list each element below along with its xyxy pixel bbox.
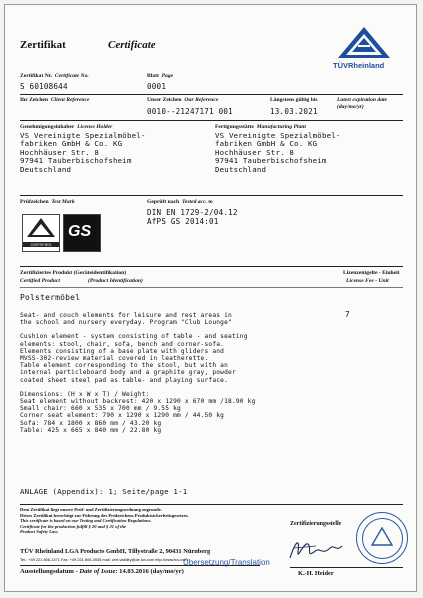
divider — [20, 94, 403, 95]
holder-line: fabriken GmbH & Co. KG — [20, 139, 123, 149]
holder-address — [20, 132, 146, 174]
cert-no-label-en: Certificate No. — [54, 73, 89, 79]
plant-line: fabriken GmbH & Co. KG — [215, 139, 318, 149]
desc-line: Elements consisting of a base plate with gliders and — [20, 347, 225, 355]
tuv-mark-triangle-icon — [23, 215, 59, 241]
note-line: Dieses Zertifikat berechtigt zur Führung des Prüfzeichens Produktsicherheitsgesetzes. — [20, 512, 189, 518]
expiry-label-de: Längstens gültig bis — [270, 97, 318, 103]
gs-mark — [63, 214, 101, 252]
product-name: Polstermöbel — [20, 293, 81, 302]
issue-label-de: Ausstellungsdatum — [20, 568, 74, 575]
tested-line: DIN EN 1729-2/04.12 — [147, 208, 238, 217]
tuv-certified-mark — [22, 214, 60, 252]
tested-label-de: Geprüft nach — [147, 199, 180, 205]
holder-label-de: Genehmigungsinhaber — [20, 124, 75, 130]
seal-triangle-icon — [371, 527, 393, 547]
desc-line: Seat- and couch elements for leisure and rest areas in — [20, 312, 232, 319]
note-line: Dem Zertifikat liegt unsere Prüf- und Zertifizierungsordnung zugrunde. — [20, 507, 162, 512]
expiry-label-en: Latest expiration date — [337, 97, 388, 103]
desc-line: Dimensions: (H x W x T) / Weight: — [20, 390, 150, 398]
tuv-company-line: TÜV Rheinland LGA Products GmbH, Tillystraße 2, 90431 Nürnberg — [20, 548, 211, 555]
signatory-name: K.-H. Heider — [298, 570, 334, 577]
desc-line: elements: stool, chair, sofa, bench and corner-sofa. — [20, 340, 225, 348]
page-value: 0001 — [147, 82, 167, 91]
plant-label-en: Manufacturing Plant — [256, 124, 306, 130]
footer-notes — [20, 507, 189, 535]
plant-line: 97941 Tauberbischofsheim — [215, 156, 327, 166]
expiry-value: 13.03.2021 — [270, 107, 318, 116]
holder-line: Hochhäuser Str. 8 — [20, 147, 100, 157]
tuv-triangle-icon — [336, 26, 392, 60]
gs-mark-text: GS — [68, 223, 92, 240]
desc-line: coated sheet steel pad as table- and playing surface. — [20, 376, 229, 384]
divider — [290, 567, 403, 568]
desc-line: Cushion element - system consisting of table - and seating — [20, 333, 248, 341]
divider — [20, 120, 403, 121]
issue-value: 14.03.2016 (day/mo/yr) — [119, 568, 184, 575]
translation-stamp: Übersetzung/Translation — [183, 558, 270, 567]
product-label-en-a: Certified Product — [20, 278, 60, 284]
holder-label-en: License Holder — [77, 124, 113, 130]
cert-no-value: S 60108644 — [20, 82, 68, 91]
expiry-sub: (day/mo/yr) — [337, 104, 364, 110]
divider — [20, 287, 403, 288]
tested-line: AfPS GS 2014:01 — [147, 217, 219, 226]
page-label-de: Blatt — [147, 73, 159, 79]
test-mark-label-en: Test Mark — [51, 199, 75, 205]
plant-line: Deutschland — [215, 164, 267, 174]
holder-line: VS Vereinigte Spezialmöbel- — [20, 131, 146, 140]
desc-line: MVSS-302-review material covered in leatherette. — [20, 355, 209, 363]
note-line: Product Safety Law. — [20, 529, 59, 535]
plant-label-de: Fertigungsstätte — [215, 124, 254, 130]
divider — [20, 266, 403, 267]
our-ref-label-en: Our Reference — [184, 97, 219, 103]
desc-line: Table: 425 x 665 x 840 mm / 22.80 kg — [20, 426, 162, 434]
test-mark-label-de: Prüfzeichen — [20, 199, 49, 205]
desc-line: Small chair: 660 x 535 x 700 mm / 9.55 kg — [20, 405, 181, 413]
note-line: This certificate is based on our Testing and Certification Regulations. — [20, 518, 152, 524]
divider — [20, 504, 403, 505]
product-label-de: Zertifiziertes Produkt (Geräteidentifikation) — [20, 270, 127, 276]
divider — [20, 195, 403, 196]
fee-label-en: License Fee - Unit — [346, 278, 389, 284]
desc-line: internal particleboard body and a graphite gray, powder — [20, 369, 236, 377]
company-seal — [356, 512, 408, 564]
desc-line: the school and nursery everyday. Program "Club Lounge" — [20, 319, 232, 327]
our-ref-value: 0010--21247171 001 — [147, 107, 233, 116]
product-label-en-b: (Product Identification) — [88, 278, 143, 284]
cert-no-label-de: Zertifikat Nr. — [20, 73, 53, 79]
tested-label-en: Tested acc. to — [181, 199, 213, 205]
holder-line: 97941 Tauberbischofsheim — [20, 156, 132, 166]
tested-standards — [147, 208, 238, 226]
desc-line: Sofa: 784 x 1800 x 860 mm / 43.20 kg — [20, 419, 162, 427]
fee-label-de: Lizenzentgelte - Einheit — [343, 270, 400, 276]
title-de: Zertifikat — [20, 39, 66, 51]
plant-line: VS Vereinigte Spezialmöbel- — [215, 131, 341, 140]
desc-line: Seat element without backrest: 420 x 1290 x 670 mm /18.90 kg — [20, 398, 256, 406]
client-ref-label-de: Ihr Zeichen — [20, 97, 49, 103]
plant-address — [215, 132, 341, 174]
contact-line: Tel.: +49 221 806-1371 Fax: +49 221 806-3935 mail: cert-validity@de.tuv.com http://www.tuv.com — [20, 557, 188, 562]
tuv-mark-caption: CERTIFIED — [23, 242, 59, 247]
plant-line: Hochhäuser Str. 8 — [215, 147, 295, 157]
signature-icon — [286, 534, 346, 564]
our-ref-label-de: Unser Zeichen — [147, 97, 182, 103]
desc-line: Table element corresponding to the stool, but with an — [20, 362, 229, 370]
title-en: Certificate — [108, 39, 156, 51]
page-label-en: Page — [161, 73, 174, 79]
holder-line: Deutschland — [20, 164, 72, 174]
tuv-logo-text: TÜVRheinland — [333, 61, 385, 70]
appendix-line: ANLAGE (Appendix): 1; Seite/page 1-1 — [20, 487, 188, 496]
desc-line: Corner seat element: 790 x 1290 x 1290 mm / 44.50 kg — [20, 412, 225, 420]
tuv-logo — [333, 26, 392, 70]
issue-label-en: Date of Issue — [79, 568, 116, 575]
fee-value: 7 — [345, 310, 350, 319]
note-line: Certificate for the production fulfill § 20 and § 21 of the — [20, 523, 127, 529]
client-ref-label-en: Client Reference — [50, 97, 90, 103]
product-description — [20, 312, 256, 434]
cert-body-label: Zertifizierungsstelle — [290, 521, 342, 527]
